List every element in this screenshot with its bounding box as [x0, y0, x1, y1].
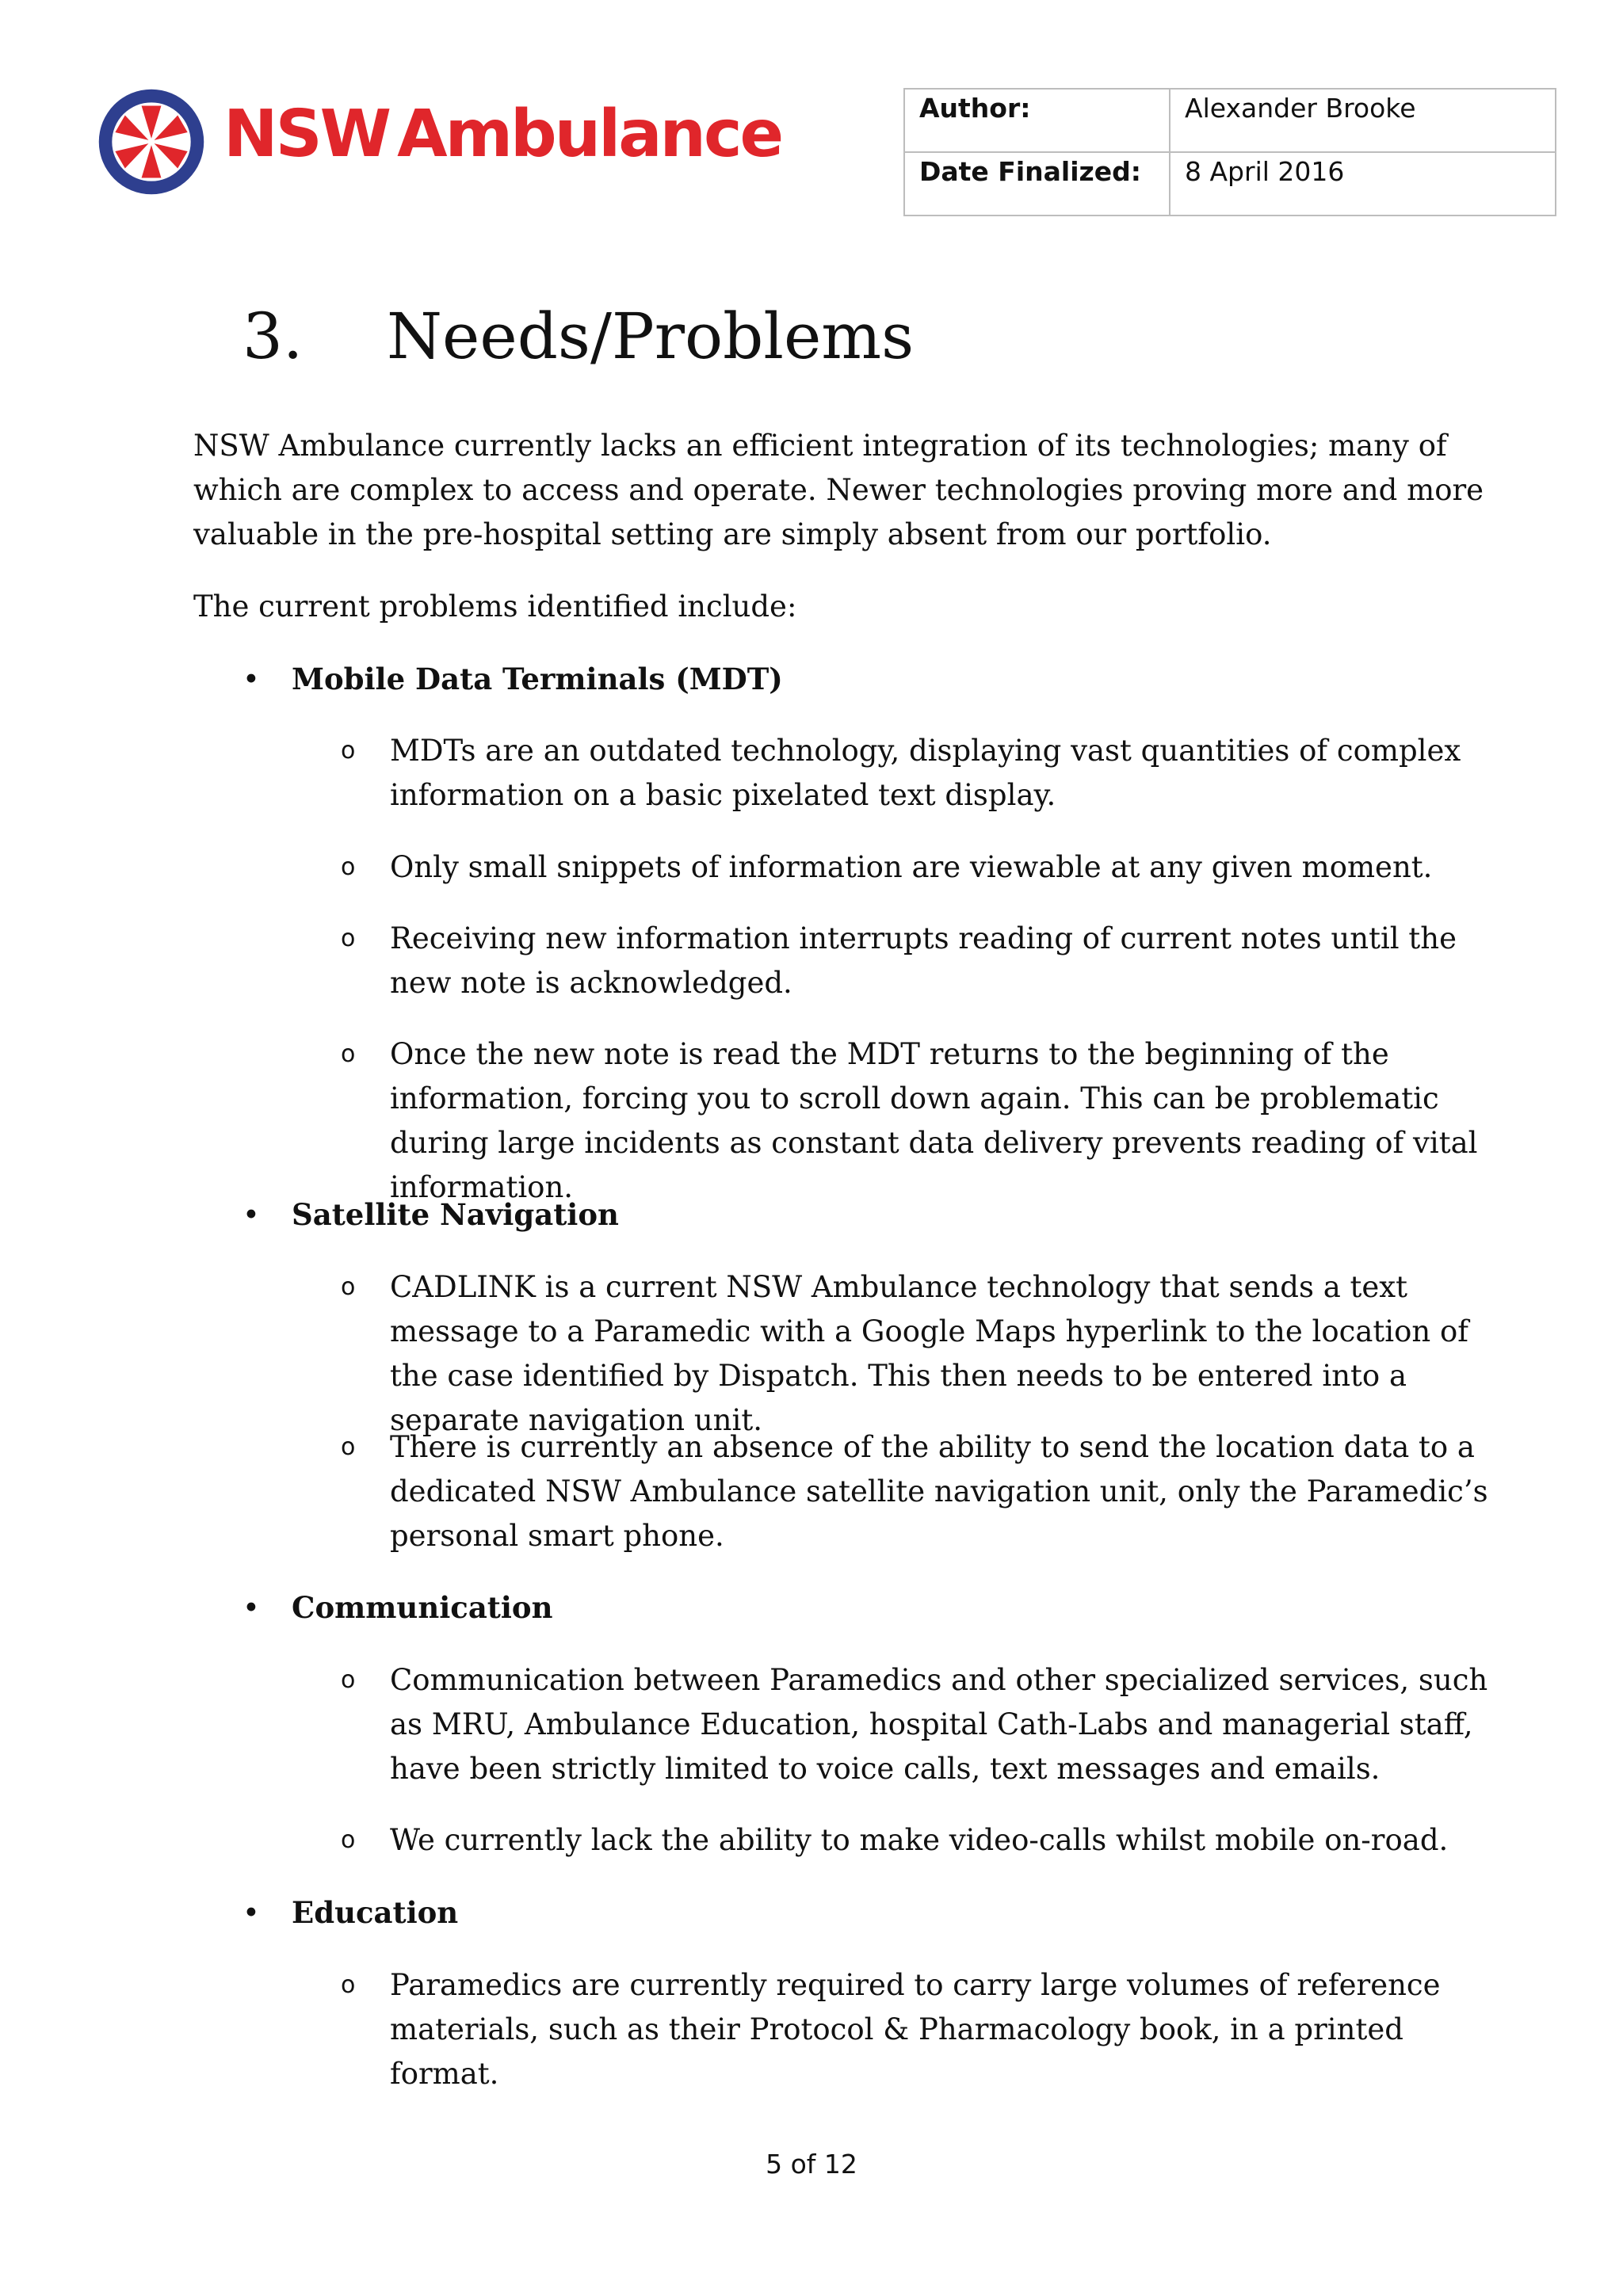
problem-title: Satellite Navigation: [292, 1197, 619, 1232]
sub-bullet-marker: o: [341, 1826, 356, 1854]
list-item-text: Receiving new information interrupts reading of current notes until the new note is acknowledged.: [390, 921, 1457, 1000]
page-number: 5 of 12: [766, 2149, 857, 2180]
problem-title: Education: [292, 1895, 459, 1930]
author-value: Alexander Brooke: [1170, 89, 1556, 152]
list-item: [341, 1425, 1506, 1558]
list-item-text: We currently lack the ability to make video-calls whilst mobile on-road.: [390, 1823, 1449, 1857]
sub-bullet-marker: o: [341, 1433, 356, 1461]
date-value: 8 April 2016: [1170, 152, 1556, 215]
logo-wordmark: [223, 97, 781, 172]
list-item: [341, 1032, 1506, 1210]
section-heading: [242, 299, 914, 373]
sub-bullet-marker: o: [341, 1971, 356, 1999]
list-item: [341, 1658, 1506, 1791]
section-number: 3.: [242, 299, 304, 373]
list-item: [341, 1818, 1506, 1863]
problem-title: Communication: [292, 1590, 553, 1625]
problem-heading-satnav: [242, 1192, 619, 1238]
list-item-text: Once the new note is read the MDT returns to the beginning of the information, forcing you to scroll down again. This can be problematic during large incidents as constant data delivery prevents reading of vital information.: [390, 1037, 1478, 1204]
document-meta-table: [903, 88, 1556, 216]
sub-bullet-marker: o: [341, 737, 356, 765]
list-item-text: There is currently an absence of the ability to send the location data to a dedicated NSW Ambulance satellite navigation unit, only the Paramedic’s personal smart phone.: [390, 1430, 1488, 1553]
ambulance-cross-icon: [97, 87, 206, 196]
list-item-text: Paramedics are currently required to carry large volumes of reference materials, such as their Protocol & Pharmacology book, in a printed format.: [390, 1968, 1441, 2091]
section-title: Needs/Problems: [387, 299, 915, 373]
list-item: [341, 1265, 1506, 1443]
list-item-text: MDTs are an outdated technology, displaying vast quantities of complex information on a basic pixelated text display.: [390, 734, 1461, 812]
problem-title: Mobile Data Terminals (MDT): [292, 662, 783, 696]
sub-bullet-marker: o: [341, 853, 356, 881]
list-item-text: Communication between Paramedics and other specialized services, such as MRU, Ambulance Education, hospital Cath-Labs and managerial staff, have been strictly limited to voice calls, text messages and emails.: [390, 1663, 1488, 1786]
bullet-marker: •: [242, 662, 260, 696]
logo-name: Ambulance: [397, 97, 782, 172]
sub-bullet-marker: o: [341, 1040, 356, 1068]
problem-heading-communication: [242, 1585, 553, 1630]
bullet-marker: •: [242, 1198, 260, 1232]
list-item-text: Only small snippets of information are viewable at any given moment.: [390, 850, 1433, 884]
lead-paragraph: The current problems identified include:: [193, 589, 797, 624]
meta-row-author: [904, 89, 1556, 152]
list-item: [341, 1963, 1506, 2096]
meta-row-date: [904, 152, 1556, 215]
list-item: [341, 917, 1506, 1005]
logo-brand: NSW: [223, 97, 390, 172]
problem-heading-education: [242, 1890, 458, 1936]
list-item-text: CADLINK is a current NSW Ambulance technology that sends a text message to a Paramedic with a Google Maps hyperlink to the location of the case identified by Dispatch. This then needs to be entered into a separate navigation unit.: [390, 1270, 1468, 1437]
nsw-ambulance-logo: [97, 87, 782, 198]
author-label: Author:: [904, 89, 1170, 152]
sub-bullet-marker: o: [341, 925, 356, 952]
sub-bullet-marker: o: [341, 1273, 356, 1301]
bullet-marker: •: [242, 1591, 260, 1625]
list-item: [341, 729, 1506, 818]
sub-bullet-marker: o: [341, 1666, 356, 1694]
intro-paragraph: NSW Ambulance currently lacks an efficient integration of its technologies; many of which are complex to access and operate. Newer technologies proving more and more valuable in the pre-hospital setting are simply absent from our portfolio.: [193, 429, 1484, 551]
problem-heading-mdt: [242, 657, 783, 702]
date-label: Date Finalized:: [904, 152, 1170, 215]
list-item: [341, 845, 1506, 890]
bullet-marker: •: [242, 1896, 260, 1930]
